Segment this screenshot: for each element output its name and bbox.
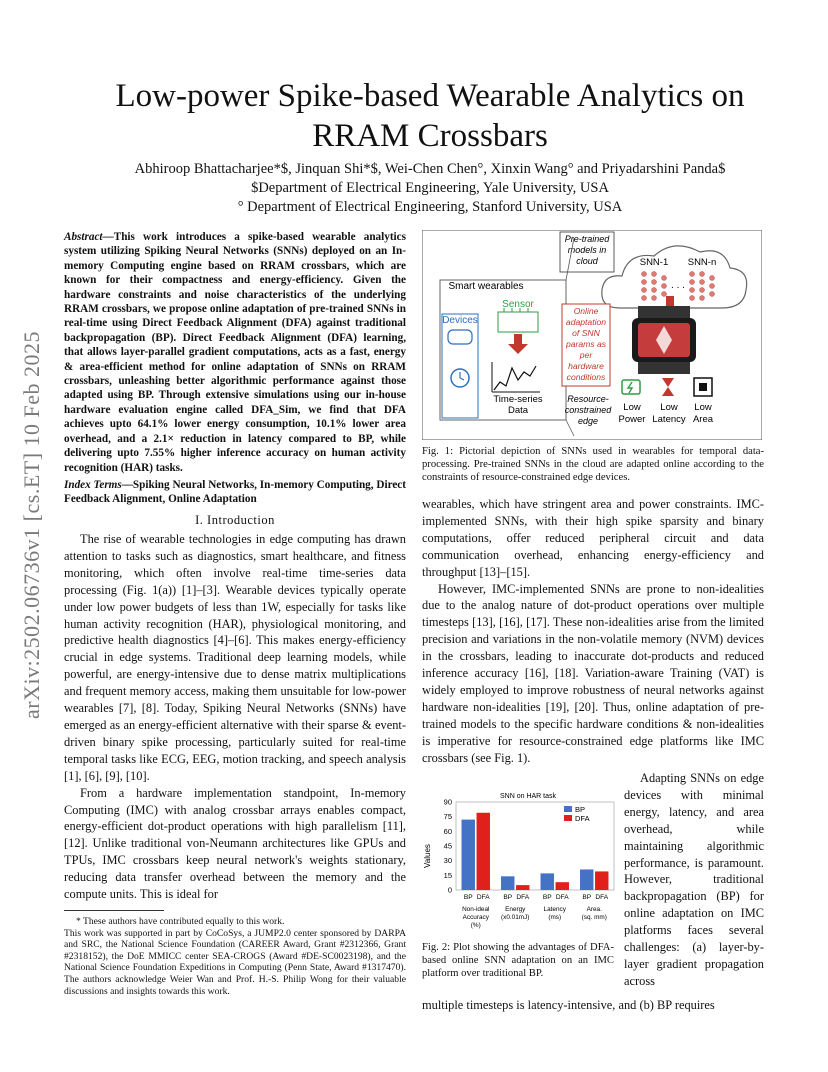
y-tick-label: 45 [443, 841, 452, 851]
arxiv-identifier [8, 290, 56, 760]
svg-text:adaptation: adaptation [565, 317, 607, 327]
svg-text:Area: Area [692, 414, 714, 425]
bar-dfa [516, 885, 529, 890]
sensor-chip-icon [498, 312, 538, 332]
figure-2-caption: Fig. 2: Plot showing the advantages of DFA-based online SNN adaptation on an IMC platform over traditional BP. [422, 942, 614, 979]
watch-band-bottom [638, 360, 690, 374]
x-bar-label: DFA [555, 894, 569, 901]
battery-icon [622, 380, 640, 394]
category-label: (ms) [548, 914, 562, 921]
chart-title: SNN on HAR task [499, 793, 557, 800]
smart-wearables-label: Smart wearables [448, 281, 524, 292]
svg-text:edge: edge [577, 416, 599, 426]
y-tick-label: 15 [443, 870, 452, 880]
bar-bp [462, 820, 475, 890]
figure-2-chart [422, 790, 618, 938]
time-series-label: Time-series [493, 394, 543, 405]
intro-left-column [64, 531, 406, 903]
intro-paragraph-2: From a hardware implementation standpoint, In-memory Computing (IMC) with analog crossbar arrays enables compact, energy-efficient dot-product operations with high parallelism [11], [12]. Unlike traditional von-Neumann architectures like GPUs and TPUs, IMC crossbars keep neural network's weights stationary, reducing data transfer overhead between the memory and the compute units. This is ideal for [64, 785, 406, 902]
svg-text:Data: Data [507, 405, 529, 416]
category-label: Area. [586, 906, 602, 913]
arxiv-id-text: arXiv:2502.06736v1 [cs.ET] 10 Feb 2025 [19, 330, 44, 720]
y-tick-label: 90 [443, 797, 452, 807]
svg-text:params as: params as [565, 339, 607, 349]
category-label: Non-ideal [462, 906, 490, 913]
devices-label: Devices [442, 315, 478, 326]
bar-dfa [595, 871, 608, 890]
title-line-1: Low-power Spike-based Wearable Analytics on [115, 78, 745, 114]
affiliation-yale: $Department of Electrical Engineering, Yale University, USA [251, 180, 609, 196]
bar-dfa [477, 813, 490, 890]
watch-band-top [638, 306, 690, 320]
right-paragraph-3-text: Adapting SNNs on edge devices with minimal energy, latency, and area overhead, while maintaining algorithmic performance, is paramount. However, traditional backpropagation (BP) for online adaptation on IMC platforms faces several challenges: (a) layer-by-layer gradient propagation across [624, 771, 764, 988]
footnote-equal-contribution: * These authors have contributed equally to this work. [76, 916, 285, 927]
resource-constrained-label: Resource- [567, 394, 609, 404]
x-bar-label: BP [542, 894, 552, 901]
x-bar-label: BP [582, 894, 592, 901]
svg-text:Latency: Latency [652, 414, 686, 425]
chart-y-label: Values [423, 844, 432, 868]
snn-n-label: SNN-n [687, 257, 717, 268]
y-tick-label: 75 [443, 812, 452, 822]
low-power-label: Low [623, 402, 641, 413]
snn-1-label: SNN-1 [639, 257, 669, 268]
figure-1-diagram [422, 230, 762, 440]
y-tick-label: 60 [443, 826, 452, 836]
legend-swatch-dfa [564, 815, 572, 821]
figure-1-caption: Fig. 1: Pictorial depiction of SNNs used in wearables for temporal data-processing. Pre-trained SNNs in the cloud are adapted online according to the constraints of resource-constrained edge devices. [422, 446, 764, 483]
category-label: (sq. mm) [581, 914, 607, 921]
bar-dfa [556, 882, 569, 890]
y-tick-label: 30 [443, 856, 452, 866]
bar-bp [541, 873, 554, 890]
right-paragraph-1: wearables, which have stringent area and power constraints. IMC-implemented SNNs, with their high spike sparsity and binary computations, offer reduced peripheral circuit and data communication overhead, enhancing energy-efficiency and throughput [13]–[15]. [422, 497, 764, 579]
svg-text:of SNN: of SNN [572, 328, 600, 338]
author-block [70, 160, 790, 217]
abstract-label: Abstract [64, 231, 103, 243]
category-label: Accuracy [462, 914, 489, 921]
index-terms-text: —Spiking Neural Networks, In-memory Computing, Direct Feedback Alignment, Online Adaptation [64, 479, 406, 505]
right-paragraph-3 [624, 770, 764, 990]
x-bar-label: DFA [516, 894, 530, 901]
x-bar-label: BP [463, 894, 473, 901]
bar-bp [580, 869, 593, 890]
footnote-funding: This work was supported in part by CoCoSys, a JUMP2.0 center sponsored by DARPA and SRC, the National Science Foundation (CAREER Award, Grant #2312366, Grant #2318152), the DoE MMICC center SEA-CROGS (Award #DE-SC0023198), and the National Science Foundation Expeditions in Computing (Penn State, Award #1317470). The authors acknowledge Weier Wan and Prof. H.-S. Philip Wong for their valuable discussions and insights towards this work. [64, 927, 406, 997]
index-terms-label: Index Terms [64, 479, 122, 491]
low-area-label: Low [694, 402, 712, 413]
intro-paragraph-1: The rise of wearable technologies in edge computing has drawn attention to tasks such as diagnostics, smart healthcare, and fitness monitoring, which often involve real-time time-series data processing (Fig. 1(a)) [1]–[3]. Wearable devices typically operate under low power budgets of less than 1W, especially for tasks like human activity recognition (HAR), physiological monitoring, and predictive health diagnostics [4]–[6]. This makes energy-efficiency crucial in edge systems. Traditional deep learning models, while powerful, are energy-intensive due to dense matrix multiplications and frequent memory access, making them unsuitable for low-power wearables [7], [8]. Today, Spiking Neural Networks (SNNs) have emerged as an energy-efficient alternative with their sparse & event-driven binary spike processing, particularly suited for real-time temporal tasks like ECG, EEG, motion tracking, and speech analysis [1], [6], [9], [10]. [64, 532, 406, 783]
glasses-icon [448, 330, 472, 344]
category-label: Energy [505, 906, 526, 913]
index-terms [64, 478, 406, 506]
x-bar-label: BP [503, 894, 513, 901]
category-label: Latency [543, 906, 566, 913]
right-column-text [422, 496, 764, 767]
pretrained-label-1: Pre-trained [564, 234, 610, 244]
svg-text:Power: Power [618, 414, 646, 425]
legend-label-dfa: DFA [575, 814, 590, 823]
legend-label-bp: BP [575, 805, 586, 814]
svg-text:hardware: hardware [568, 361, 604, 371]
abstract-text: —This work introduces a spike-based wearable analytics system utilizing Spiking Neural Networks (SNNs) deployed on an In-memory Computing engine based on RRAM crossbars, which are known for their compactness and energy-efficiency. Given the hardware constraints and noise characteristics of the underlying RRAM crossbars, we propose online adaptation of pre-trained SNNs in real-time using Direct Feedback Alignment (DFA) against traditional backpropagation (BP). Direct Feedback Alignment (DFA) learning, that allows layer-parallel gradient computations, acts as a fast, energy & area-efficient method for online adaptation of SNNs on RRAM crossbars, unleashing better algorithmic performance against those adapted using BP. Through extensive simulations using our in-house hardware evaluation engine called DFA_Sim, we find that DFA achieves upto 64.1% lower energy consumption, 10.1% lower area overhead, and a 2.1× reduction in latency compared to BP, while delivering upto 7.55% higher inference accuracy on human activity recognition (HAR) tasks. [64, 231, 406, 474]
category-label: (%) [470, 922, 481, 929]
section-heading-introduction: I. Introduction [195, 513, 275, 527]
right-paragraph-2: However, IMC-implemented SNNs are prone to non-idealities due to the analog nature of dot-product operations over multiple timesteps [13], [16], [17]. These non-idealities arise from the limited precision and variations in the non-volatile memory (NVM) devices in the crossbars, leading to inaccurate dot-products and reduced inference accuracy [16], [18]. Variation-aware Training (VAT) is widely employed to improve robustness of neural networks against hardware non-idealities [19], [20]. Thus, online adaptation of pre-trained models to the specific hardware conditions & non-idealities is imperative for resource-constrained edge platforms like IMC crossbars (see Fig. 1). [422, 581, 764, 765]
x-bar-label: DFA [595, 894, 609, 901]
sensor-label: Sensor [502, 299, 534, 310]
footnote-rule [64, 910, 164, 911]
svg-text:Online: Online [573, 306, 599, 316]
affiliation-stanford: ° Department of Electrical Engineering, Stanford University, USA [237, 199, 623, 215]
svg-text:per: per [579, 350, 593, 360]
legend-swatch-bp [564, 806, 572, 812]
x-bar-label: DFA [476, 894, 490, 901]
paper-title [70, 76, 790, 156]
svg-text:models in: models in [567, 245, 607, 255]
right-paragraph-3-end: multiple timesteps is latency-intensive, and (b) BP requires [422, 998, 715, 1012]
ellipsis-icon: . . . [671, 280, 685, 291]
title-line-2: RRAM Crossbars [312, 118, 548, 154]
bar-bp [501, 876, 514, 890]
abstract [64, 230, 406, 475]
svg-text:cloud: cloud [576, 256, 598, 266]
category-label: (x0.01mJ) [501, 914, 530, 921]
y-tick-label: 0 [447, 885, 452, 895]
svg-text:constrained: constrained [564, 405, 612, 415]
author-list: Abhiroop Bhattacharjee*$, Jinquan Shi*$, Wei-Chen Chen°, Xinxin Wang° and Priyadarshini Panda$ [134, 161, 726, 177]
footnotes [64, 916, 406, 997]
svg-text:conditions: conditions [566, 372, 606, 382]
low-latency-label: Low [660, 402, 678, 413]
